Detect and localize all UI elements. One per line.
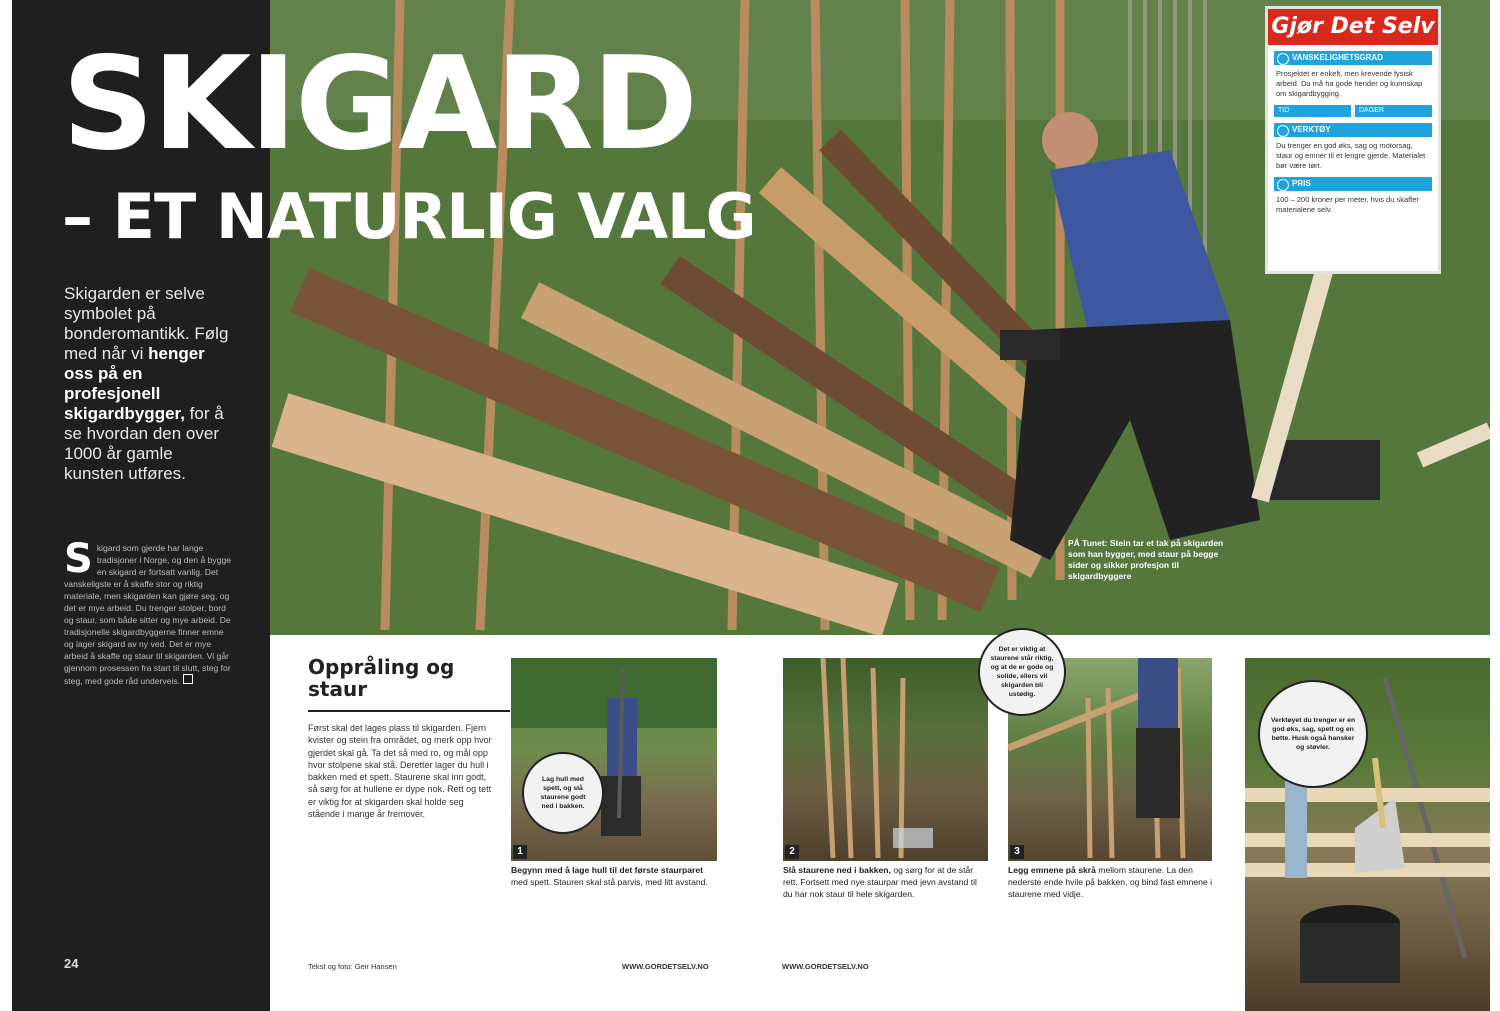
difficulty-icon (1277, 53, 1289, 65)
section-title: Oppråling og staur (308, 655, 455, 701)
time-label: TID (1274, 105, 1351, 117)
tools-bar (1274, 123, 1432, 137)
left-page-edge (0, 0, 12, 1011)
section-body: Først skal det lages plass til skigarden. Fjern kvister og stein fra området, og merk opp hvor gjerdet skal gå. Ta det så med ro, og mål opp hvor stolpene skal stå. Deretter lager du hull i bakken med et spett. Staurene skal inn godt, så sørg for at hullene er dype nok. Rett og tett er viktig for at skigarden skal holde seg stående i mange år fremover. (308, 723, 492, 820)
page-number: 24 (64, 956, 79, 971)
time-row (1274, 105, 1432, 117)
price-text: 100 – 200 kroner per meter, hvis du skaffer materialene selv. (1276, 195, 1419, 214)
article-title: SKIGARD (62, 30, 696, 179)
step-number: 3 (1010, 845, 1024, 859)
step-caption-3 (1008, 864, 1212, 900)
hero-caption: PÅ Tunet: Stein tar et tak på skigarden som han bygger, med staur på begge sider og sikker profesjon til skigardbyggere (1068, 538, 1224, 581)
intro-text: kigard som gjerde har lange tradisjoner i Norge, og den å bygge en skigard er fortsatt vanlig. Det vanskeligste er å skaffe stor og riktig materiale, men skigarden kan gjøre seg, og det er mye arbeid. Du trenger stolper, bord og staur, som både sitter og mye arbeid. De tradisjonelle skigardbyggerne finner emne og lager skigard av ny ved. Det er mye arbeid å skaffe og staur til skigarden. Vi går gjennom prosessen fra start til slutt, steg for steg, med gode råd underveis. (64, 543, 232, 686)
info-box-header: Gjør Det Selv (1268, 9, 1438, 45)
right-page-edge (1490, 0, 1500, 1011)
tools-text: Du trenger en god øks, sag og motorsag, staur og emner til et lengre gjerde. Materialet bør være tørt. (1276, 141, 1426, 170)
step-photo-2 (783, 658, 988, 861)
difficulty-label: VANSKELIGHETSGRAD (1292, 53, 1383, 62)
speech-bubble-1: Lag hull med spett, og slå staurene godt ned i bakken. (522, 752, 604, 834)
price-icon (1277, 179, 1289, 191)
difficulty-bar (1274, 51, 1432, 65)
speech-bubble-4: Verktøyet du trenger er en god øks, sag, spett og en bøtte. Husk også hansker og støvler. (1258, 680, 1368, 788)
step-caption-2 (783, 864, 988, 900)
price-bar (1274, 177, 1432, 191)
step-caption-2-bold: Slå staurene ned i bakken, (783, 865, 891, 875)
drop-cap: S (64, 536, 93, 582)
tools-label: VERKTØY (1292, 125, 1331, 134)
step-caption-1-text: med spett. Stauren skal stå parvis, med litt avstand. (511, 877, 708, 887)
article-subtitle: – ET NATURLIG VALG (62, 180, 756, 253)
intro-body (64, 536, 232, 687)
price-label: PRIS (1292, 179, 1311, 188)
step-photo-2-illustration (783, 658, 988, 861)
end-mark-icon (183, 674, 193, 684)
byline: Tekst og foto: Geir Hansen (308, 962, 397, 971)
website-right: WWW.GORDETSELV.NO (782, 962, 869, 971)
difficulty-text: Prosjektet er enkelt, men krevende fysisk arbeid. Du må ha gode hender og kunnskap om skigardbygging. (1276, 69, 1423, 98)
lead-bold: henger oss på en profesjonell skigardbygger, (64, 344, 205, 423)
lead-end: for å se hvordan den over 1000 år gamle kunsten utføres. (64, 404, 224, 483)
section-rule (308, 710, 510, 712)
lead-paragraph (64, 284, 229, 484)
time-value: DAGER (1355, 105, 1432, 117)
step-caption-3-text: mellom staurene. La den nederste ende hvile på bakken, og bind fast emnene i staurene med vidje. (1008, 865, 1213, 899)
step-caption-1-bold: Begynn med å lage hull til det første staurparet (511, 865, 703, 875)
info-box (1265, 6, 1441, 274)
step-caption-1 (511, 864, 717, 888)
step-caption-3-bold: Legg emnene på skrå (1008, 865, 1096, 875)
website-left: WWW.GORDETSELV.NO (622, 962, 709, 971)
step-number: 2 (785, 845, 799, 859)
step-number: 1 (513, 845, 527, 859)
step-caption-2-text: og sørg for at de står rett. Fortsett med nye staurpar med jevn avstand til du har nok staur til hele skigarden. (783, 865, 977, 899)
lead-plain: Skigarden er selve symbolet på bonderomantikk. Følg med når vi (64, 284, 229, 363)
tools-icon (1277, 125, 1289, 137)
speech-bubble-3: Det er viktig at staurene står riktig, og at de er gode og solide, ellers vil skigarden bli ustødig. (978, 628, 1066, 716)
